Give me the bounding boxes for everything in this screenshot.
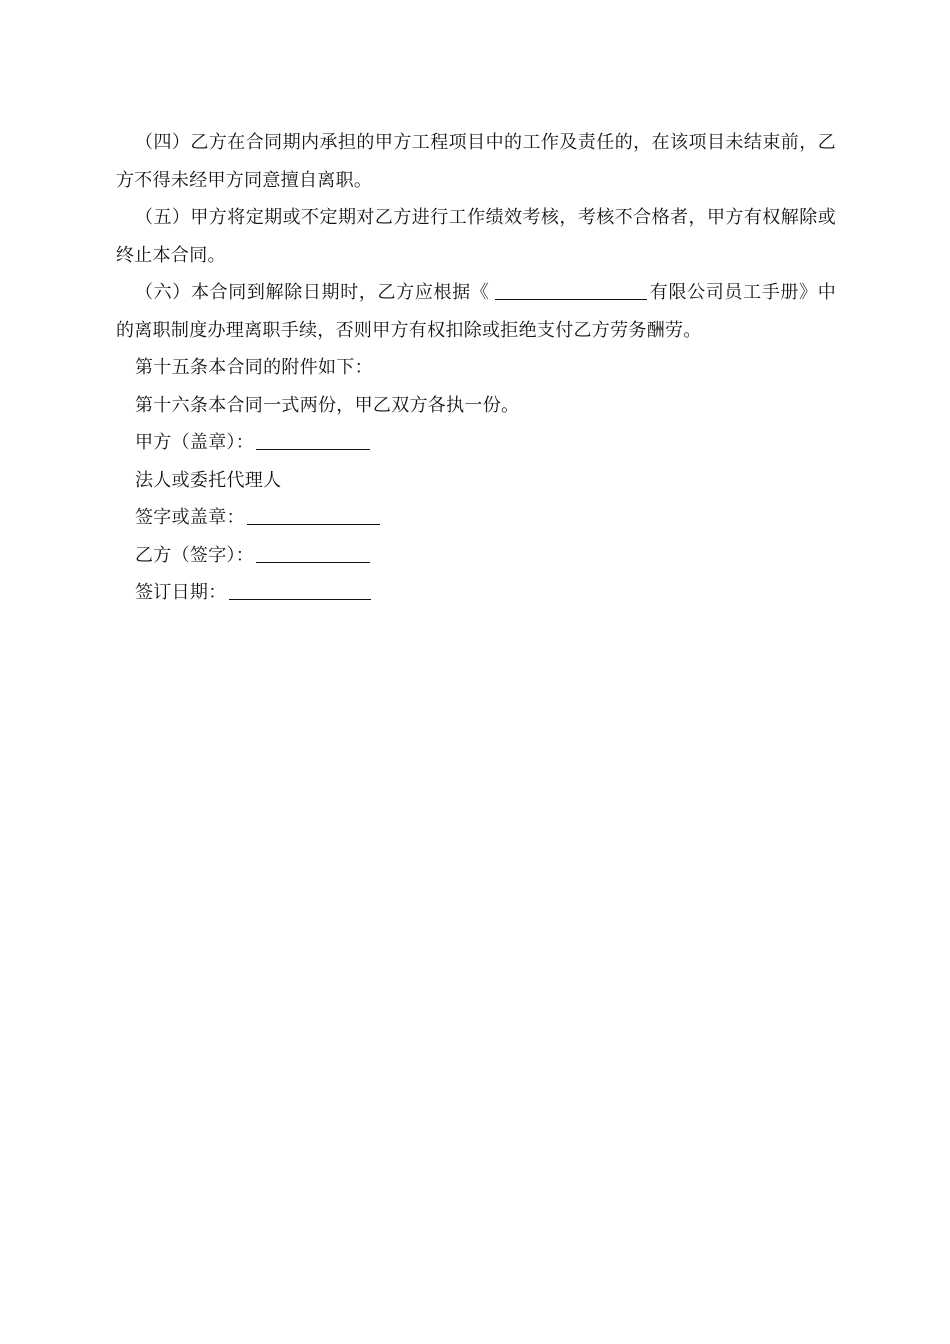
clause-6-prefix: （六）本合同到解除日期时，乙方应根据《 (135, 282, 490, 303)
party-b-line (116, 537, 836, 575)
article-15 (116, 349, 836, 387)
sign-date-label: 签订日期： (135, 582, 227, 603)
sign-date-line (116, 574, 836, 612)
contract-body (116, 124, 836, 612)
legal-rep-line (116, 462, 836, 500)
clause-6-suffix: 有限公司员工手册》中的离职制度办理离职手续，否则甲方有权扣除或拒绝支付乙方劳务酬劳。 (116, 282, 837, 341)
article-15-text: 第十五条本合同的附件如下： (135, 357, 373, 378)
party-a-line (116, 424, 836, 462)
sign-or-seal-line (116, 499, 836, 537)
clause-4 (116, 124, 836, 199)
party-b-label: 乙方（签字）： (135, 544, 255, 566)
clause-6 (116, 274, 836, 349)
clause-4-text: （四）乙方在合同期内承担的甲方工程项目中的工作及责任的，在该项目未结束前，乙方不得未经甲方同意擅自离职。 (116, 132, 836, 191)
sign-date-blank (229, 581, 371, 600)
party-b-blank (256, 544, 370, 563)
party-a-blank (256, 431, 370, 450)
company-name-blank (495, 281, 647, 300)
party-a-label: 甲方（盖章）： (135, 432, 255, 453)
sign-or-seal-blank (247, 506, 380, 525)
article-16 (116, 387, 836, 425)
sign-or-seal-label: 签字或盖章： (135, 507, 245, 528)
clause-5-text: （五）甲方将定期或不定期对乙方进行工作绩效考核，考核不合格者，甲方有权解除或终止本合同。 (116, 207, 836, 266)
article-16-text: 第十六条本合同一式两份，甲乙双方各执一份。 (135, 394, 520, 416)
legal-rep-label: 法人或委托代理人 (135, 469, 282, 491)
clause-5 (116, 199, 836, 274)
